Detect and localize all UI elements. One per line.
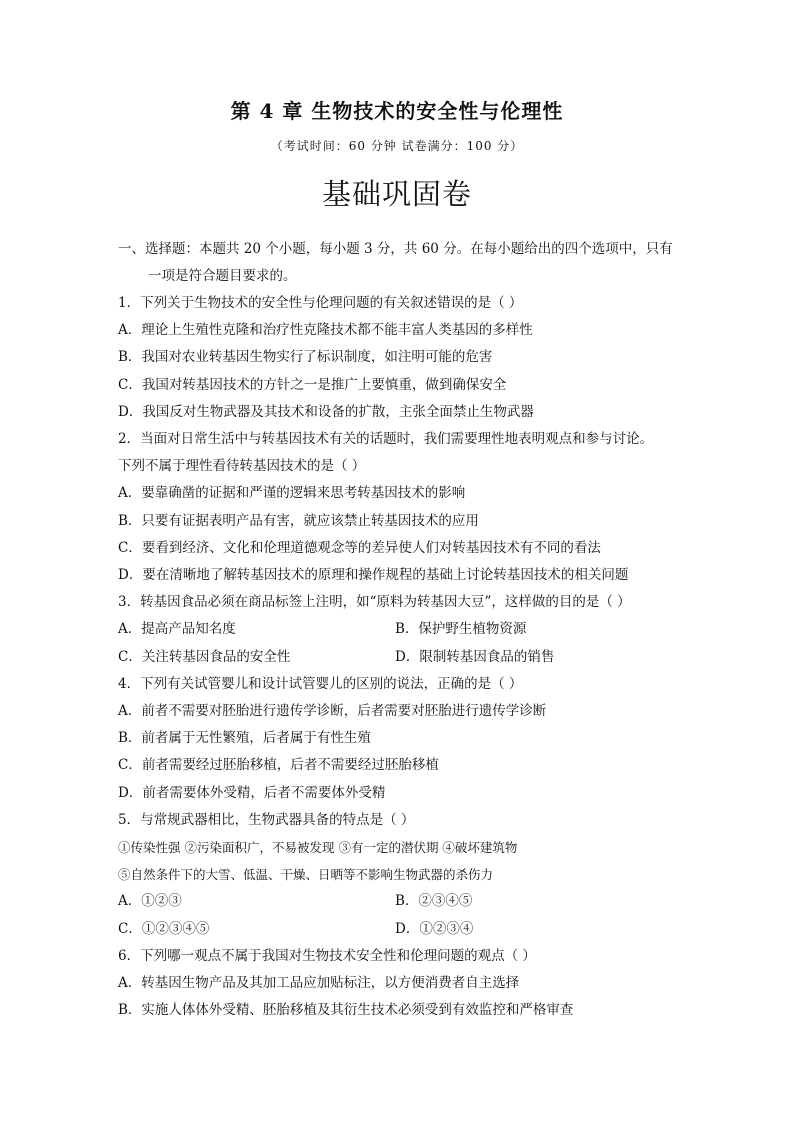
question-3-option-c: C．关注转基因食品的安全性 — [118, 648, 291, 665]
question-5-items-line2: ⑤自然条件下的大雪、低温、干燥、日晒等不影响生物武器的杀伤力 — [118, 867, 494, 883]
question-3-option-d: D．限制转基因食品的销售 — [395, 648, 555, 665]
question-1 — [118, 290, 678, 426]
question-1-option-d: D．我国反对生物武器及其技术和设备的扩散，主张全面禁止生物武器 — [118, 403, 534, 420]
question-3-option-a: A．提高产品知名度 — [118, 621, 236, 638]
question-2-stem-line1: 2．当面对日常生活中与转基因技术有关的话题时，我们需要理性地表明观点和参与讨论。 — [118, 431, 654, 448]
question-content — [118, 236, 678, 1024]
question-2-stem-line2: 下列不属于理性看待转基因技术的是（ ） — [118, 458, 366, 475]
question-5-option-b: B．②③④⑤ — [395, 893, 473, 910]
question-4 — [118, 671, 678, 807]
question-3-stem: 3．转基因食品必须在商品标签上注明，如“原料为转基因大豆”，这样做的目的是（ ） — [118, 594, 631, 611]
question-1-option-c: C．我国对转基因技术的方针之一是推广上要慎重，做到确保安全 — [118, 376, 507, 393]
question-3 — [118, 589, 678, 671]
question-4-option-b: B．前者属于无性繁殖，后者属于有性生殖 — [118, 730, 371, 747]
question-6 — [118, 943, 678, 1025]
question-2-option-c: C．要看到经济、文化和伦理道德观念等的差异使人们对转基因技术有不同的看法 — [118, 539, 601, 556]
section-heading — [118, 236, 678, 290]
question-2-option-d: D．要在清晰地了解转基因技术的原理和操作规程的基础上讨论转基因技术的相关问题 — [118, 567, 629, 584]
question-5-stem: 5．与常规武器相比，生物武器具备的特点是（ ） — [118, 811, 415, 828]
question-1-stem: 1．下列关于生物技术的安全性与伦理问题的有关叙述错误的是（ ） — [118, 295, 523, 311]
question-2-option-a: A．要靠确凿的证据和严谨的逻辑来思考转基因技术的影响 — [118, 485, 466, 502]
main-title: 基础巩固卷 — [321, 177, 472, 211]
question-5-options-row2 — [118, 916, 678, 943]
question-2-option-b: B．只要有证据表明产品有害，就应该禁止转基因技术的应用 — [118, 512, 479, 529]
question-5-option-c: C．①②③④⑤ — [118, 920, 210, 937]
question-1-option-b: B．我国对农业转基因生物实行了标识制度，如注明可能的危害 — [118, 349, 493, 366]
question-5-option-d: D．①②③④ — [395, 920, 474, 937]
question-4-option-d: D．前者需要体外受精，后者不需要体外受精 — [118, 784, 386, 801]
question-5-items-line1: ①传染性强 ②污染面积广，不易被发现 ③有一定的潜伏期 ④破坏建筑物 — [118, 840, 518, 856]
question-4-stem: 4．下列有关试管婴儿和设计试管婴儿的区别的说法，正确的是（ ） — [118, 675, 523, 692]
question-5-option-a: A．①②③ — [118, 893, 182, 910]
question-5-options-row1 — [118, 888, 678, 915]
section-heading-line2: 一项是符合题目要求的。 — [148, 268, 297, 284]
question-3-option-b: B．保护野生植物资源 — [395, 621, 527, 638]
question-4-option-a: A．前者不需要对胚胎进行遗传学诊断，后者需要对胚胎进行遗传学诊断 — [118, 703, 547, 720]
question-1-option-a: A．理论上生殖性克隆和治疗性克隆技术都不能丰富人类基因的多样性 — [118, 322, 533, 339]
exam-info: （考试时间：60 分钟 试卷满分：100 分） — [270, 139, 524, 153]
question-6-stem: 6．下列哪一观点不属于我国对生物技术安全性和伦理问题的观点（ ） — [118, 947, 536, 964]
question-2 — [118, 426, 678, 589]
chapter-title: 第 4 章 生物技术的安全性与伦理性 — [230, 99, 564, 123]
question-3-options-row2 — [118, 644, 678, 671]
question-6-option-b: B．实施人体体外受精、胚胎移植及其衍生技术必须受到有效监控和严格审查 — [118, 1002, 574, 1019]
question-3-options-row1 — [118, 616, 678, 643]
question-4-option-c: C．前者需要经过胚胎移植，后者不需要经过胚胎移植 — [118, 757, 439, 774]
question-5 — [118, 807, 678, 943]
section-heading-line1: 一、选择题：本题共 20 个小题，每小题 3 分，共 60 分。在每小题给出的四个选项中，只有 — [118, 241, 673, 257]
question-6-option-a: A．转基因生物产品及其加工品应加贴标注，以方便消费者自主选择 — [118, 975, 520, 992]
